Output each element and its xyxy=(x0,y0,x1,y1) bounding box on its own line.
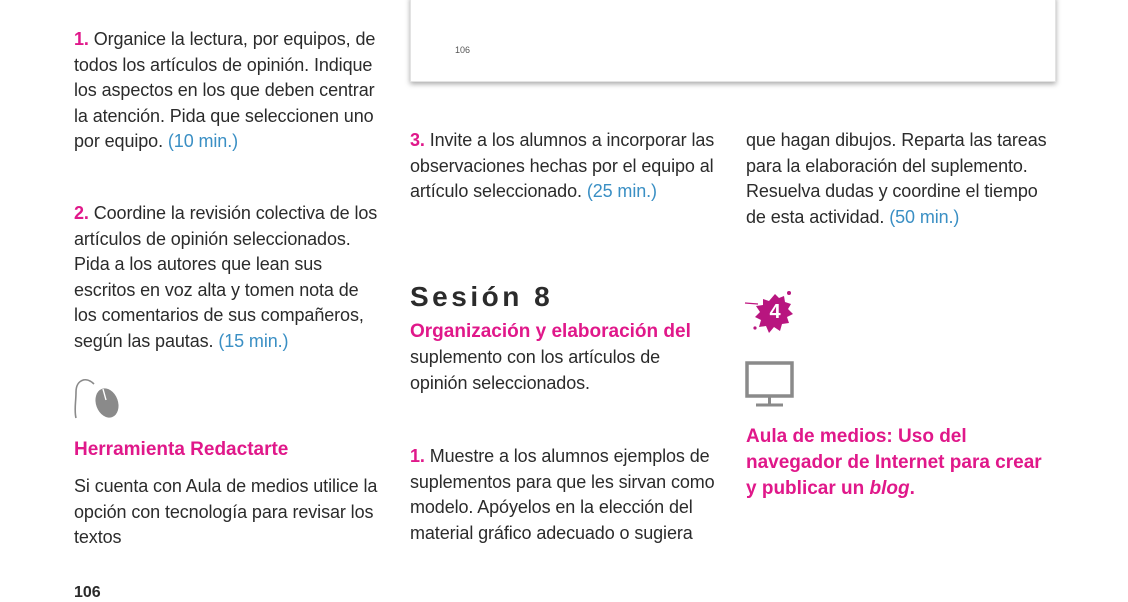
tool-heading: Herramienta Redactarte xyxy=(74,439,289,460)
item-text: Organice la lectura, por equipos, de todos los artículos de opinión. Indique los aspectos en los que deben centrar la atención. Pida que seleccionen uno por equipo. xyxy=(74,29,376,151)
embedded-page-number: 106 xyxy=(455,45,471,55)
item-text: Coordine la revisión colectiva de los artículos de opinión seleccionados. Pida a los autores que lean sus escritos en voz alta y tomen nota de los comentarios de sus compañeros, según las pautas. xyxy=(74,203,378,351)
item-text: Muestre a los alumnos ejemplos de suplementos para que les sirvan como modelo. Apóyelos en la elección del material gráfico adecuado o sugiera xyxy=(410,446,715,543)
embedded-page-preview xyxy=(410,0,1056,82)
session-subtitle-rest: suplemento con los artículos de opinión seleccionados. xyxy=(410,347,661,393)
monitor-icon xyxy=(745,361,795,414)
badge-number: 4 xyxy=(769,301,781,323)
mouse-icon xyxy=(72,376,122,427)
item-time: (10 min.) xyxy=(167,131,239,151)
item-time: (15 min.) xyxy=(218,330,289,351)
media-heading-end: . xyxy=(909,478,915,499)
session-subtitle-highlight: Organización y elaboración del xyxy=(410,321,691,342)
left-item-2 xyxy=(74,201,386,354)
item-number: 1. xyxy=(74,29,89,49)
item-number: 1. xyxy=(410,446,425,466)
media-heading-text: Aula de medios: Uso del navegador de Internet para crear y publicar un xyxy=(746,426,1042,499)
left-item-1 xyxy=(74,27,384,155)
item-number: 3. xyxy=(410,130,425,150)
item-number: 2. xyxy=(74,203,89,223)
middle-item-1 xyxy=(410,444,726,546)
tool-text: Si cuenta con Aula de medios utilice la opción con tecnología para revisar los textos xyxy=(74,476,378,547)
page-footer: 106 xyxy=(74,584,101,601)
media-heading xyxy=(746,424,1046,502)
item-time: (50 min.) xyxy=(889,206,960,227)
middle-item-3 xyxy=(410,128,728,205)
item-text: Invite a los alumnos a incorporar las observaciones hechas por el equipo al artículo seleccionado. xyxy=(410,130,715,201)
item-text: que hagan dibujos. Reparta las tareas para la elaboración del suplemento. Resuelva dudas y coordine el tiempo de esta actividad. xyxy=(746,130,1047,227)
right-continuation xyxy=(746,128,1058,230)
media-heading-italic: blog xyxy=(869,478,910,499)
session-title: Sesión 8 xyxy=(410,281,554,312)
item-time: (25 min.) xyxy=(586,181,657,201)
ink-splash-icon xyxy=(744,288,798,336)
